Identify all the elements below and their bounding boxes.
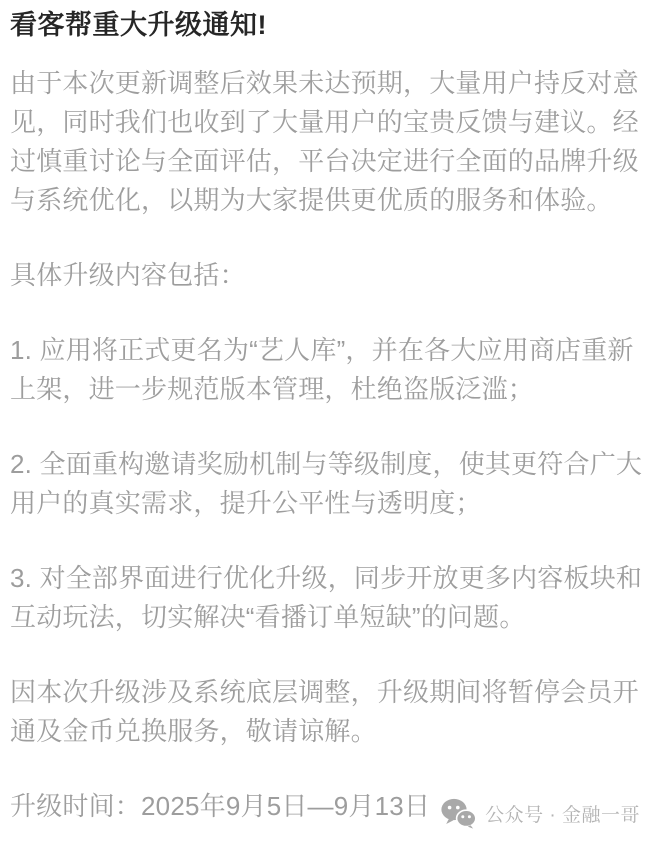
schedule-line: 升级时间：2025年9月5日—9月13日: [10, 791, 431, 821]
notice-title: 看客帮重大升级通知!: [10, 10, 267, 40]
text-line: 与系统优化，以期为大家提供更优质的服务和体验。: [10, 185, 613, 215]
text-line: 由于本次更新调整后效果未达预期，大量用户持反对意: [10, 68, 639, 98]
text-line: 2. 全面重构邀请奖励机制与等级制度，使其更符合广大: [10, 449, 643, 479]
section-header: 具体升级内容包括：: [10, 260, 246, 290]
text-line: 1. 应用将正式更名为“艺人库”，并在各大应用商店重新: [10, 335, 634, 365]
text-line: 通及金币兑换服务，敬请谅解。: [10, 716, 377, 746]
wechat-icon: [441, 798, 476, 829]
text-line: 上架，进一步规范版本管理，杜绝盗版泛滥；: [10, 374, 535, 404]
upgrade-item-2: [10, 445, 643, 523]
watermark-label: 公众号 · 金融一哥: [485, 805, 640, 826]
intro-paragraph: [10, 64, 639, 220]
upgrade-item-1: [10, 331, 636, 409]
text-line: 用户的真实需求，提升公平性与透明度；: [10, 488, 482, 518]
watermark: [441, 798, 640, 829]
text-line: 见，同时我们也收到了大量用户的宝贵反馈与建议。经: [10, 107, 639, 137]
text-line: 因本次升级涉及系统底层调整，升级期间将暂停会员开: [10, 677, 639, 707]
closing-paragraph: [10, 673, 639, 751]
text-line: 互动玩法，切实解决“看播订单短缺”的问题。: [10, 602, 526, 632]
upgrade-item-3: [10, 559, 643, 637]
text-line: 3. 对全部界面进行优化升级，同步开放更多内容板块和: [10, 563, 643, 593]
text-line: 过慎重讨论与全面评估，平台决定进行全面的品牌升级: [10, 146, 639, 176]
